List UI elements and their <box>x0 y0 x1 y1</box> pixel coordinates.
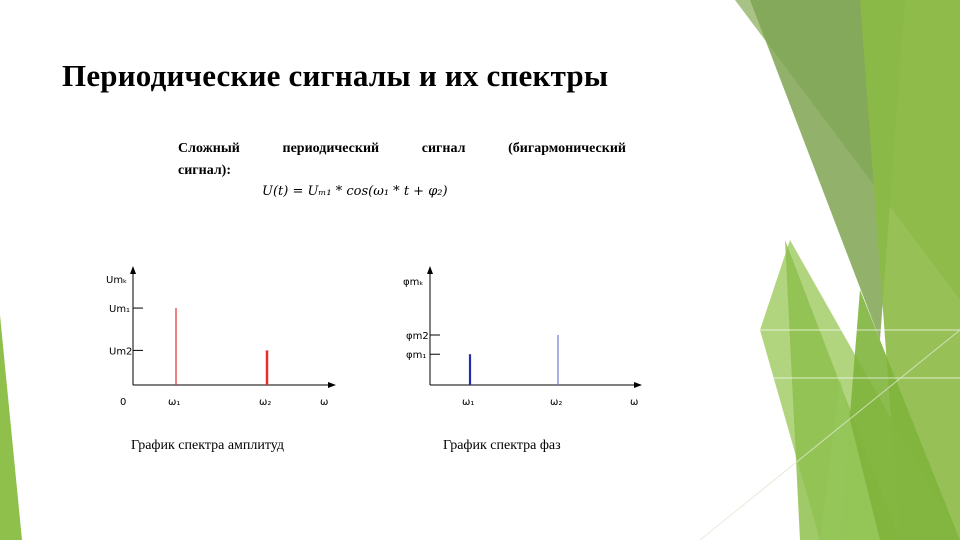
signal-description <box>178 138 626 182</box>
slide-title: Периодические сигналы и их спектры <box>62 58 609 93</box>
description-word: Сложный <box>178 141 240 156</box>
y-axis-arrow <box>427 266 433 274</box>
x-axis-label: ω <box>320 397 329 408</box>
y-tick-label: Um₁ <box>109 304 131 316</box>
signal-formula: U(t) = Uₘ₁ * cos(ω₁ * t + φ₂) <box>262 184 448 199</box>
x-tick-label: ω₁ <box>168 397 181 408</box>
phase-chart-caption: График спектра фаз <box>443 438 561 453</box>
y-tick-label: φm₁ <box>406 350 427 362</box>
description-line-1 <box>178 138 626 160</box>
phase-spectrum-chart <box>400 260 645 420</box>
y-axis-label: φmₖ <box>403 277 424 288</box>
y-axis-label: Umₖ <box>106 275 128 286</box>
x-tick-label: ω₁ <box>462 397 475 408</box>
y-tick-label: Um2 <box>109 346 133 358</box>
description-word: сигнал <box>421 141 466 156</box>
x-axis-label: ω <box>630 397 639 408</box>
amplitude-chart-caption: График спектра амплитуд <box>131 438 285 453</box>
description-word: (бигармонический <box>508 141 626 156</box>
origin-label: 0 <box>120 397 127 408</box>
x-axis-arrow <box>634 382 642 388</box>
y-axis-arrow <box>130 266 136 274</box>
description-line-2: сигнал): <box>178 163 232 178</box>
description-word: периодический <box>282 141 380 156</box>
amplitude-spectrum-chart <box>100 260 340 420</box>
y-tick-label: φm2 <box>406 331 429 342</box>
x-tick-label: ω₂ <box>550 397 563 408</box>
x-axis-arrow <box>328 382 336 388</box>
x-tick-label: ω₂ <box>259 397 272 408</box>
